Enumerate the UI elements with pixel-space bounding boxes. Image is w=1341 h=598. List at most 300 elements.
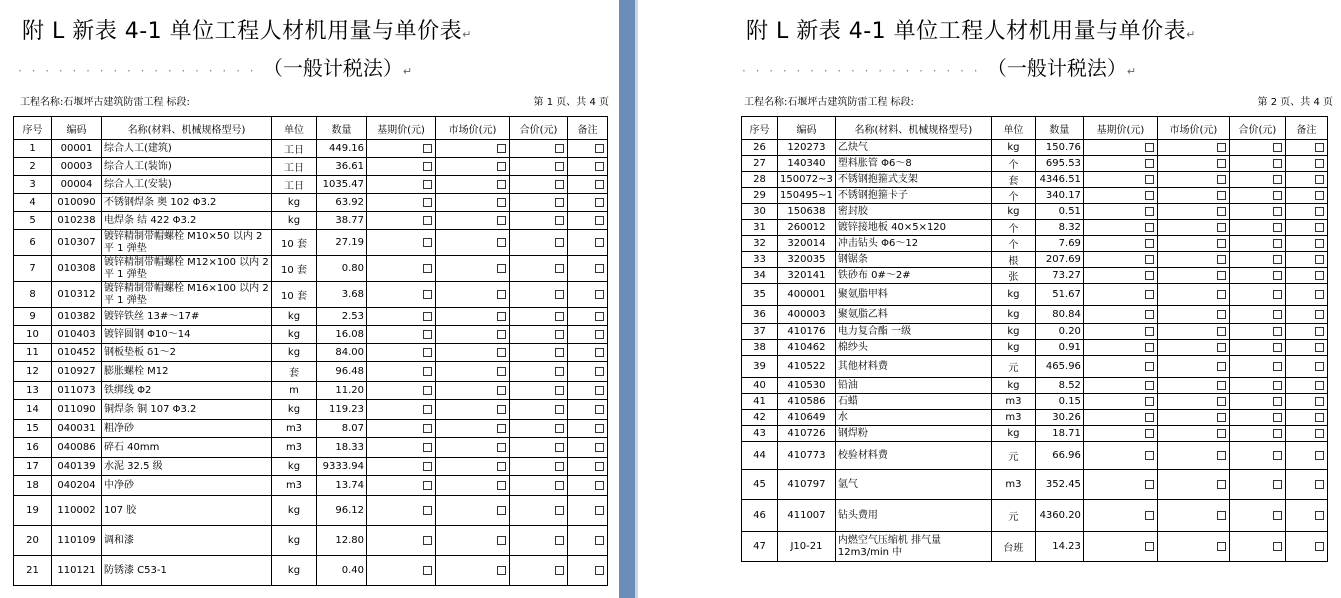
row-no: 42	[742, 410, 778, 426]
header-qty: 数量	[1035, 117, 1083, 140]
row-code: 011073	[52, 382, 102, 400]
row-no: 4	[14, 194, 52, 212]
row-base-price	[1083, 378, 1157, 394]
cell-marker-icon	[1145, 290, 1154, 299]
row-unit: kg	[272, 526, 317, 556]
row-name: 密封胶	[835, 204, 991, 220]
table-row	[14, 556, 608, 586]
row-code: 010090	[52, 194, 102, 212]
table-row	[742, 340, 1328, 356]
cell-marker-icon	[1217, 511, 1226, 520]
row-qty: 63.92	[317, 194, 367, 212]
row-market-price	[436, 308, 510, 326]
row-unit: kg	[272, 344, 317, 362]
row-qty: 18.33	[317, 438, 367, 458]
row-market-price	[1157, 156, 1229, 172]
row-unit: kg	[991, 284, 1035, 306]
row-qty: 207.69	[1035, 252, 1083, 268]
cell-marker-icon	[1145, 397, 1154, 406]
row-unit: 工日	[272, 158, 317, 176]
row-remark	[568, 526, 608, 556]
row-base-price	[367, 476, 436, 496]
project-name: 工程名称:石堰坪古建筑防雷工程 标段:	[20, 97, 190, 108]
row-no: 7	[14, 256, 52, 282]
row-qty: 27.19	[317, 230, 367, 256]
row-total	[1229, 172, 1285, 188]
table-row	[14, 476, 608, 496]
row-total	[510, 400, 568, 420]
row-no: 19	[14, 496, 52, 526]
cell-marker-icon	[1217, 310, 1226, 319]
cell-marker-icon	[1273, 413, 1282, 422]
row-total	[510, 194, 568, 212]
row-base-price	[1083, 204, 1157, 220]
row-qty: 8.52	[1035, 378, 1083, 394]
cell-marker-icon	[555, 264, 564, 273]
row-remark	[568, 496, 608, 526]
row-total	[1229, 442, 1285, 470]
row-code: 040139	[52, 458, 102, 476]
table-title: 附 L 新表 4-1 单位工程人材机用量与单价表↵	[746, 19, 1196, 44]
row-no: 1	[14, 140, 52, 158]
cell-marker-icon	[1217, 451, 1226, 460]
cell-marker-icon	[1315, 143, 1324, 152]
row-code: 260012	[778, 220, 836, 236]
row-market-price	[436, 458, 510, 476]
cell-marker-icon	[423, 238, 432, 247]
cell-marker-icon	[555, 216, 564, 225]
row-base-price	[367, 526, 436, 556]
row-no: 44	[742, 442, 778, 470]
row-name: 电力复合酯 一级	[835, 324, 991, 340]
cell-marker-icon	[1145, 239, 1154, 248]
table-row	[14, 420, 608, 438]
header-base-price: 基期价(元)	[367, 117, 436, 140]
row-qty: 9333.94	[317, 458, 367, 476]
cell-marker-icon	[1217, 290, 1226, 299]
row-code: 010307	[52, 230, 102, 256]
row-total	[1229, 284, 1285, 306]
row-code: 010382	[52, 308, 102, 326]
row-market-price	[436, 282, 510, 308]
cell-marker-icon	[1145, 143, 1154, 152]
cell-marker-icon	[1273, 343, 1282, 352]
cell-marker-icon	[595, 405, 604, 414]
row-base-price	[367, 308, 436, 326]
row-name: 钻头费用	[835, 500, 991, 532]
row-remark	[568, 556, 608, 586]
cell-marker-icon	[1273, 429, 1282, 438]
cell-marker-icon	[423, 264, 432, 273]
row-unit: m3	[272, 476, 317, 496]
cell-marker-icon	[555, 144, 564, 153]
cell-marker-icon	[497, 506, 506, 515]
row-code: 410773	[778, 442, 836, 470]
cell-marker-icon	[555, 238, 564, 247]
row-name: 铜焊条 铜 107 Φ3.2	[102, 400, 272, 420]
row-market-price	[436, 556, 510, 586]
row-qty: 8.32	[1035, 220, 1083, 236]
row-base-price	[367, 282, 436, 308]
row-total	[510, 438, 568, 458]
cell-marker-icon	[1315, 255, 1324, 264]
row-total	[510, 140, 568, 158]
cell-marker-icon	[497, 405, 506, 414]
cell-marker-icon	[497, 312, 506, 321]
table-row	[742, 268, 1328, 284]
row-qty: 96.48	[317, 362, 367, 382]
row-no: 36	[742, 306, 778, 324]
row-qty: 340.17	[1035, 188, 1083, 204]
cell-marker-icon	[497, 290, 506, 299]
cell-marker-icon	[595, 330, 604, 339]
row-remark	[1285, 156, 1327, 172]
cell-marker-icon	[1315, 413, 1324, 422]
row-code: 320014	[778, 236, 836, 252]
row-market-price	[1157, 252, 1229, 268]
document-page-2	[724, 0, 1341, 598]
cell-marker-icon	[1315, 159, 1324, 168]
row-qty: 18.71	[1035, 426, 1083, 442]
row-no: 41	[742, 394, 778, 410]
cell-marker-icon	[497, 443, 506, 452]
row-remark	[1285, 284, 1327, 306]
row-remark	[1285, 324, 1327, 340]
cell-marker-icon	[555, 506, 564, 515]
row-total	[510, 308, 568, 326]
row-no: 13	[14, 382, 52, 400]
cell-marker-icon	[1217, 175, 1226, 184]
row-code: 110109	[52, 526, 102, 556]
row-unit: kg	[991, 324, 1035, 340]
row-total	[1229, 188, 1285, 204]
header-code: 编码	[52, 117, 102, 140]
table-row	[14, 256, 608, 282]
cell-marker-icon	[423, 506, 432, 515]
table-row	[14, 382, 608, 400]
row-no: 35	[742, 284, 778, 306]
row-remark	[1285, 172, 1327, 188]
row-name: 综合人工(装饰)	[102, 158, 272, 176]
cell-marker-icon	[1145, 223, 1154, 232]
cell-marker-icon	[497, 536, 506, 545]
row-base-price	[367, 212, 436, 230]
row-no: 27	[742, 156, 778, 172]
row-code: 110002	[52, 496, 102, 526]
window-divider[interactable]	[619, 0, 635, 598]
cell-marker-icon	[1217, 343, 1226, 352]
row-code: 150638	[778, 204, 836, 220]
cell-marker-icon	[423, 162, 432, 171]
row-total	[1229, 324, 1285, 340]
row-base-price	[367, 176, 436, 194]
row-market-price	[1157, 324, 1229, 340]
table-header-row	[14, 117, 608, 140]
cell-marker-icon	[555, 180, 564, 189]
row-no: 45	[742, 470, 778, 500]
row-name: 水	[835, 410, 991, 426]
table-row	[14, 526, 608, 556]
document-page-1	[0, 0, 617, 598]
page-number: 第 1 页、共 4 页	[533, 97, 609, 108]
cell-marker-icon	[555, 566, 564, 575]
row-remark	[568, 420, 608, 438]
cell-marker-icon	[595, 424, 604, 433]
row-no: 38	[742, 340, 778, 356]
table-row	[14, 308, 608, 326]
row-remark	[1285, 500, 1327, 532]
row-unit: kg	[991, 204, 1035, 220]
row-remark	[1285, 306, 1327, 324]
cell-marker-icon	[1315, 327, 1324, 336]
row-base-price	[1083, 500, 1157, 532]
row-total	[1229, 268, 1285, 284]
row-unit: 10 套	[272, 256, 317, 282]
row-base-price	[367, 158, 436, 176]
row-no: 31	[742, 220, 778, 236]
cell-marker-icon	[555, 290, 564, 299]
row-total	[510, 362, 568, 382]
row-unit: kg	[272, 496, 317, 526]
cell-marker-icon	[1315, 542, 1324, 551]
row-name: 粗净砂	[102, 420, 272, 438]
row-name: 钢焊粉	[835, 426, 991, 442]
row-unit: 工日	[272, 140, 317, 158]
row-remark	[568, 176, 608, 194]
cell-marker-icon	[595, 367, 604, 376]
row-market-price	[1157, 442, 1229, 470]
row-total	[1229, 156, 1285, 172]
row-market-price	[436, 420, 510, 438]
row-total	[510, 158, 568, 176]
row-total	[1229, 236, 1285, 252]
row-base-price	[1083, 236, 1157, 252]
cell-marker-icon	[1217, 191, 1226, 200]
table-row	[742, 500, 1328, 532]
header-total: 合价(元)	[1229, 117, 1285, 140]
header-total: 合价(元)	[510, 117, 568, 140]
row-name: 防锈漆 C53-1	[102, 556, 272, 586]
row-name: 水泥 32.5 级	[102, 458, 272, 476]
row-qty: 73.27	[1035, 268, 1083, 284]
row-total	[510, 326, 568, 344]
row-unit: kg	[991, 340, 1035, 356]
row-base-price	[1083, 532, 1157, 562]
header-code: 编码	[778, 117, 836, 140]
table-row	[742, 188, 1328, 204]
cell-marker-icon	[423, 481, 432, 490]
header-unit: 单位	[991, 117, 1035, 140]
row-unit: 10 套	[272, 230, 317, 256]
row-unit: kg	[991, 426, 1035, 442]
row-code: 410530	[778, 378, 836, 394]
cell-marker-icon	[423, 290, 432, 299]
row-qty: 119.23	[317, 400, 367, 420]
row-base-price	[367, 438, 436, 458]
row-market-price	[436, 158, 510, 176]
cell-marker-icon	[423, 424, 432, 433]
table-row	[742, 378, 1328, 394]
row-total	[1229, 410, 1285, 426]
row-qty: 11.20	[317, 382, 367, 400]
row-base-price	[1083, 426, 1157, 442]
row-market-price	[1157, 172, 1229, 188]
row-market-price	[1157, 356, 1229, 378]
cell-marker-icon	[1273, 207, 1282, 216]
row-unit: 套	[991, 172, 1035, 188]
cell-marker-icon	[1217, 239, 1226, 248]
table-row	[14, 458, 608, 476]
row-code: 010238	[52, 212, 102, 230]
row-no: 10	[14, 326, 52, 344]
cell-marker-icon	[555, 348, 564, 357]
cell-marker-icon	[595, 198, 604, 207]
row-market-price	[436, 526, 510, 556]
row-no: 37	[742, 324, 778, 340]
row-base-price	[1083, 306, 1157, 324]
table-row	[742, 394, 1328, 410]
row-name: 膨胀螺栓 M12	[102, 362, 272, 382]
row-name: 镀锌精制带帽螺栓 M10×50 以内 2 平 1 弹垫	[102, 230, 272, 256]
cell-marker-icon	[497, 424, 506, 433]
row-no: 14	[14, 400, 52, 420]
row-base-price	[367, 382, 436, 400]
cell-marker-icon	[1145, 429, 1154, 438]
cell-marker-icon	[497, 238, 506, 247]
cell-marker-icon	[497, 162, 506, 171]
cell-marker-icon	[497, 348, 506, 357]
header-market-price: 市场价(元)	[436, 117, 510, 140]
row-qty: 0.15	[1035, 394, 1083, 410]
cell-marker-icon	[1273, 159, 1282, 168]
materials-table	[741, 116, 1328, 562]
row-remark	[568, 382, 608, 400]
row-market-price	[436, 256, 510, 282]
cell-marker-icon	[595, 238, 604, 247]
cell-marker-icon	[1273, 451, 1282, 460]
cell-marker-icon	[423, 144, 432, 153]
row-total	[510, 256, 568, 282]
cell-marker-icon	[1145, 175, 1154, 184]
row-qty: 352.45	[1035, 470, 1083, 500]
row-remark	[1285, 426, 1327, 442]
row-total	[1229, 426, 1285, 442]
row-unit: 个	[991, 156, 1035, 172]
row-name: 聚氨脂乙料	[835, 306, 991, 324]
table-row	[742, 236, 1328, 252]
row-name: 石蜡	[835, 394, 991, 410]
row-name: 钢锯条	[835, 252, 991, 268]
row-code: 120273	[778, 140, 836, 156]
row-unit: m	[272, 382, 317, 400]
cell-marker-icon	[1315, 343, 1324, 352]
header-base-price: 基期价(元)	[1083, 117, 1157, 140]
cell-marker-icon	[1217, 397, 1226, 406]
row-market-price	[436, 230, 510, 256]
row-total	[510, 556, 568, 586]
row-base-price	[1083, 268, 1157, 284]
cell-marker-icon	[1315, 239, 1324, 248]
cell-marker-icon	[595, 264, 604, 273]
cell-marker-icon	[595, 144, 604, 153]
row-market-price	[436, 140, 510, 158]
row-remark	[1285, 268, 1327, 284]
row-unit: 元	[991, 356, 1035, 378]
row-unit: m3	[991, 410, 1035, 426]
row-total	[1229, 140, 1285, 156]
row-qty: 4346.51	[1035, 172, 1083, 188]
row-total	[1229, 394, 1285, 410]
row-market-price	[1157, 378, 1229, 394]
row-market-price	[1157, 426, 1229, 442]
cell-marker-icon	[497, 264, 506, 273]
row-unit: 10 套	[272, 282, 317, 308]
row-market-price	[1157, 340, 1229, 356]
cell-marker-icon	[1315, 429, 1324, 438]
cell-marker-icon	[1315, 362, 1324, 371]
row-code: 00001	[52, 140, 102, 158]
table-row	[742, 532, 1328, 562]
cell-marker-icon	[1217, 143, 1226, 152]
cell-marker-icon	[555, 198, 564, 207]
cell-marker-icon	[1145, 542, 1154, 551]
table-row	[14, 438, 608, 458]
row-unit: m3	[272, 420, 317, 438]
cell-marker-icon	[1315, 451, 1324, 460]
row-total	[1229, 378, 1285, 394]
row-name: 综合人工(安装)	[102, 176, 272, 194]
table-row	[742, 324, 1328, 340]
row-base-price	[367, 344, 436, 362]
row-code: 00004	[52, 176, 102, 194]
row-unit: kg	[272, 308, 317, 326]
row-base-price	[367, 420, 436, 438]
row-code: 410522	[778, 356, 836, 378]
row-base-price	[1083, 156, 1157, 172]
row-name: 镀锌精制带帽螺栓 M16×100 以内 2 平 1 弹垫	[102, 282, 272, 308]
row-no: 11	[14, 344, 52, 362]
row-total	[510, 230, 568, 256]
row-remark	[1285, 220, 1327, 236]
row-no: 17	[14, 458, 52, 476]
row-base-price	[367, 256, 436, 282]
row-code: 320141	[778, 268, 836, 284]
row-name: 镀锌精制带帽螺栓 M12×100 以内 2 平 1 弹垫	[102, 256, 272, 282]
row-remark	[568, 194, 608, 212]
row-unit: m3	[991, 470, 1035, 500]
cell-marker-icon	[1273, 239, 1282, 248]
cell-marker-icon	[1315, 223, 1324, 232]
cell-marker-icon	[1217, 480, 1226, 489]
row-total	[510, 212, 568, 230]
cell-marker-icon	[1217, 255, 1226, 264]
row-remark	[1285, 442, 1327, 470]
cell-marker-icon	[423, 536, 432, 545]
cell-marker-icon	[423, 348, 432, 357]
table-header-row	[742, 117, 1328, 140]
cell-marker-icon	[1145, 511, 1154, 520]
row-unit: kg	[991, 306, 1035, 324]
row-market-price	[1157, 284, 1229, 306]
cell-marker-icon	[595, 481, 604, 490]
row-name: 不锈钢抱箍式支架	[835, 172, 991, 188]
row-base-price	[367, 496, 436, 526]
row-name: 中净砂	[102, 476, 272, 496]
row-base-price	[1083, 284, 1157, 306]
row-name: 棉纱头	[835, 340, 991, 356]
row-name: 镀锌圆钢 Φ10～14	[102, 326, 272, 344]
row-qty: 0.80	[317, 256, 367, 282]
